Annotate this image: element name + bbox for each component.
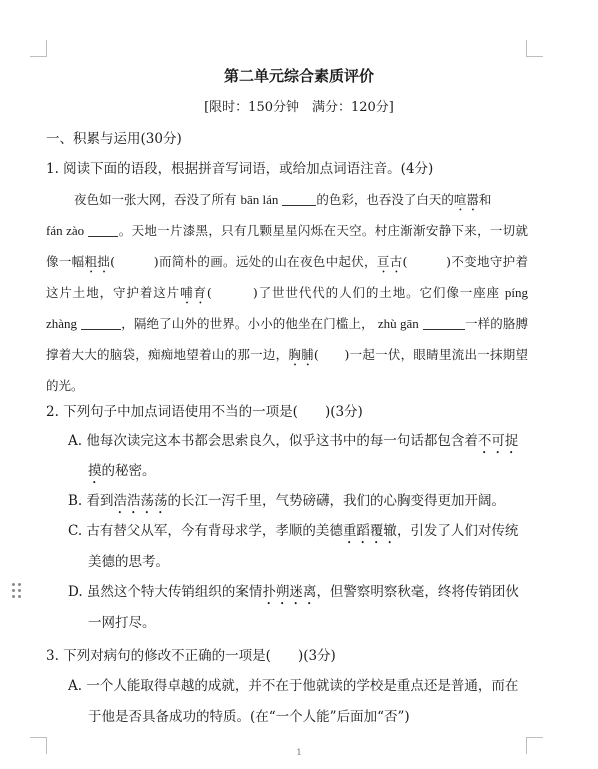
passage-text: ，隔绝了山外的世界。小小的他坐在门槛上， (121, 316, 374, 331)
dotted-word: 粗拙 (84, 254, 111, 269)
crop-mark-top-left (30, 40, 47, 57)
passage-text: ( )一起一伏，眼睛里流出一抹期望的光。 (46, 347, 528, 393)
option-2a-line1[interactable]: A. 他每次读完这本书都会思索良久，似乎这书中的每一句话都包含着不可捉 (68, 433, 519, 449)
answer-blank[interactable] (423, 317, 465, 331)
dotted-word: 哺育 (180, 285, 207, 300)
page-number: 1 (296, 748, 302, 757)
passage-text: ( )不变地守护着这片土地，守护着这片 (46, 254, 528, 300)
option-2b[interactable]: B. 看到浩浩荡荡的长江一泻千里，气势磅礴，我们的心胸变得更加开阔。 (68, 493, 506, 509)
dotted-word: 喧嚣 (453, 192, 479, 207)
question-1-stem: 1. 阅读下面的语段，根据拼音写词语，或给加点词语注音。(4分) (46, 161, 434, 177)
option-2d-line2[interactable]: 一网打尽。 (88, 615, 156, 631)
pinyin-3: píng zhàng (46, 285, 528, 331)
pinyin-4: zhù gān (377, 316, 419, 331)
option-2c-line1[interactable]: C. 古有替父从军，今有背母求学，孝顺的美德重蹈覆辙，引发了人们对传统 (68, 523, 519, 539)
option-2c-line2[interactable]: 美德的思考。 (88, 554, 169, 570)
dotted-word: 胸脯 (288, 347, 314, 362)
doc-subtitle: [限时：150分钟 满分：120分] (204, 100, 394, 115)
passage-text: 一样的胳膊撑着大大的脑袋，痴痴地望着山的那一边， (46, 316, 528, 362)
pinyin-2: fán zào (46, 223, 85, 238)
option-3a-line1[interactable]: A. 一个人能取得卓越的成就，并不在于他就读的学校是重点还是普通，而在 (68, 678, 519, 694)
passage-text: 。天地一片漆黑，只有几颗星星闪烁在天空。村庄渐渐安静下来，一切就像一幅 (46, 223, 528, 269)
crop-mark-top-right (526, 40, 543, 57)
answer-blank[interactable] (88, 224, 118, 238)
section-heading: 一、积累与运用(30分) (46, 131, 182, 147)
option-3a-line2[interactable]: 于他是否具备成功的特质。(在“一个人能”后面加“否”) (88, 709, 410, 725)
doc-title: 第二单元综合素质评价 (223, 67, 374, 85)
option-2a-line2[interactable]: 摸的秘密。 (88, 463, 156, 479)
drag-handle-icon[interactable] (12, 583, 24, 599)
question-2-stem: 2. 下列句子中加点词语使用不当的一项是( )(3分) (46, 404, 363, 420)
pinyin-1: bān lán (240, 192, 279, 207)
passage-text: 和 (478, 192, 492, 207)
dotted-word: 亘古 (376, 254, 403, 269)
passage-text: 夜色如一张大网，吞没了所有 (74, 192, 237, 207)
passage-text: ( )了世世代代的人们的土地。它们像一座座 (206, 285, 500, 300)
passage-text: ( )而简朴的画。远处的山在夜色中起伏， (110, 254, 377, 269)
answer-blank[interactable] (81, 317, 121, 331)
passage-text: 的色彩，也吞没了白天的 (316, 192, 454, 207)
question-3-stem: 3. 下列对病句的修改不正确的一项是( )(3分) (46, 648, 336, 664)
question-1-passage (46, 184, 528, 401)
option-2d-line1[interactable]: D. 虽然这个特大传销组织的案情扑朔迷离，但警察明察秋毫，终将传销团伙 (68, 584, 519, 600)
answer-blank[interactable] (282, 193, 316, 207)
